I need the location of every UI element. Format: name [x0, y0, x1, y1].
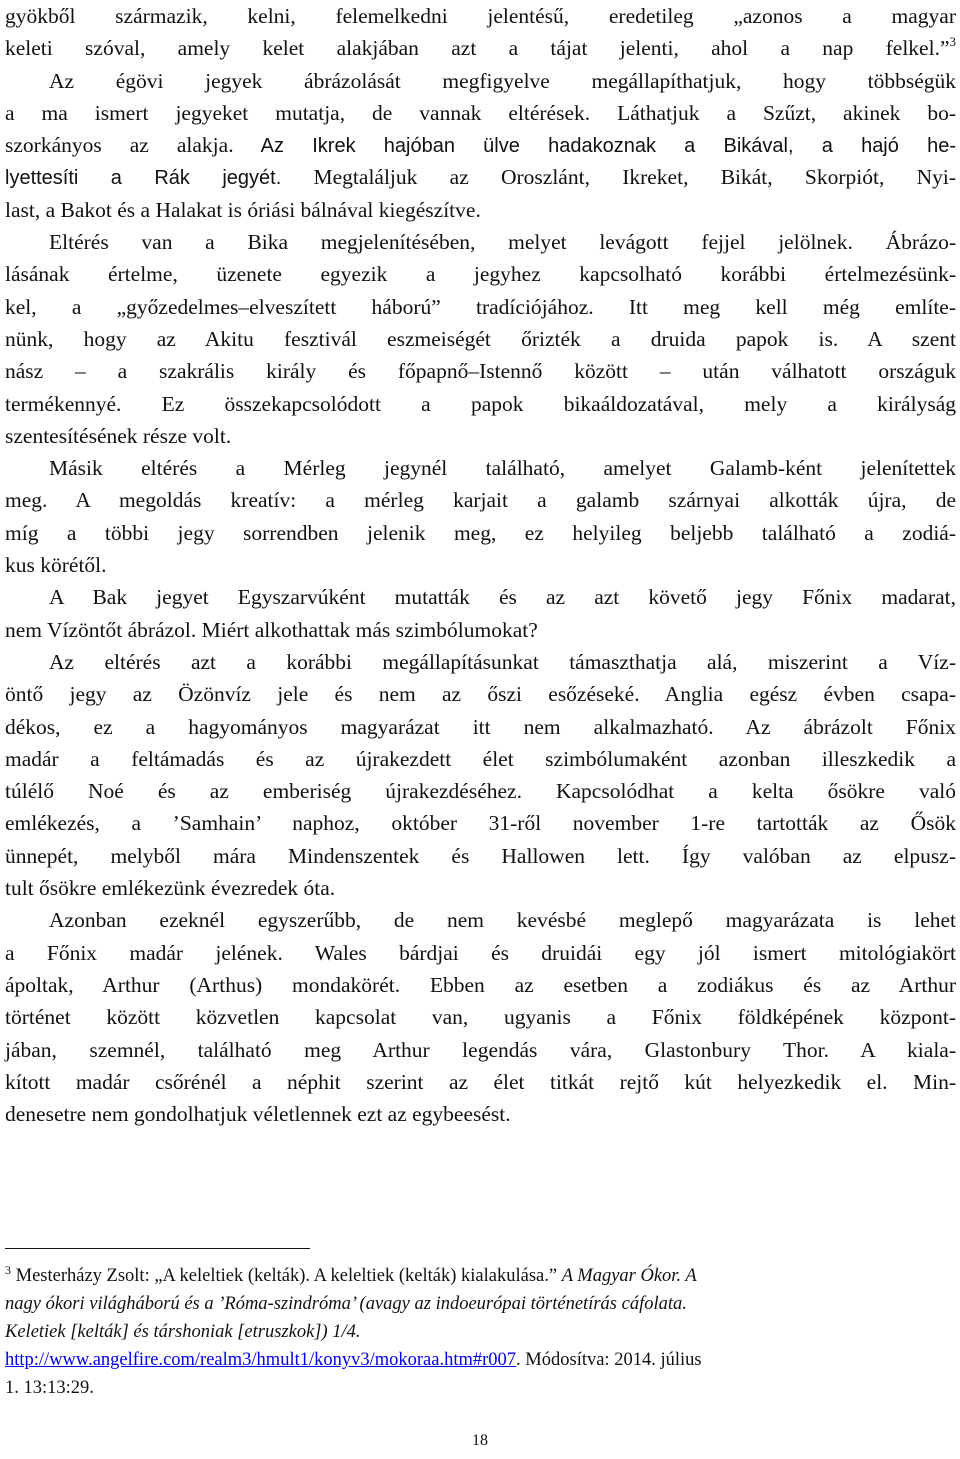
text-line: ünnepét, melyből mára Mindenszentek és Hallowen lett. Így valóban az elpusz- — [5, 843, 956, 868]
text-line: míg a többi jegy sorrendben jelenik meg, ez helyileg beljebb található a zodiá- — [5, 520, 956, 545]
footnote-line: 1. 13:13:29. — [5, 1378, 94, 1398]
footnote-line: nagy ókori világháború és a ’Róma-szindróma’ (avagy az indoeurópai történetírás cáfolata. — [5, 1294, 687, 1314]
text-line: nem Vízöntőt ábrázol. Miért alkothattak más szimbólumokat? — [5, 617, 538, 642]
text-line: jában, szemnél, található meg Arthur legendás vára, Glastonbury Thor. A kiala- — [5, 1037, 956, 1062]
text-line: denesetre nem gondolhatjuk véletlennek ezt az egybeesést. — [5, 1102, 511, 1127]
text-line: keleti szóval, amely kelet alakjában azt a tájat jelenti, ahol a nap felkel.”$^3$ — [5, 34, 956, 61]
text-line: öntő jegy az Özönvíz jele és nem az őszi esőzéseké. Anglia egész évben csapa- — [5, 682, 956, 707]
text-line: Az eltérés azt a korábbi megállapításunkat támaszthatja alá, miszerint a Víz- — [49, 649, 956, 674]
text-line: nünk, hogy az Akitu fesztivál eszmeiségét őrizték a druida papok is. A szent — [5, 326, 956, 351]
text-line: dékos, ez a hagyományos magyarázat itt nem alkalmazható. Az ábrázolt Főnix — [5, 714, 956, 739]
footnote-line: $^3$ Mesterházy Zsolt: „A keleltiek (kelták). A keleltiek (kelták) kialakulása.” A Magyar Ókor. A — [5, 1263, 697, 1286]
text-line: kel, a „győzedelmes–elveszített háború” tradíciójához. Itt meg kell még említe- — [5, 294, 956, 319]
text-line: lyettesíti a Rák jegyét. Megtaláljuk az Oroszlánt, Ikreket, Bikát, Skorpiót, Nyi- — [5, 165, 956, 190]
footnote-marker: 3 — [5, 1263, 11, 1277]
footnote — [5, 1262, 956, 1402]
text-line: termékennyé. Ez összekapcsolódott a papok bikaáldozatával, mely a királyság — [5, 391, 956, 416]
text-line: kus körétől. — [5, 553, 107, 578]
text-line: A Bak jegyet Egyszarvúként mutatták és az azt követő jegy Főnix madarat, — [49, 585, 956, 610]
text-line: gyökből származik, kelni, felemelkedni jelentésű, eredetileg „azonos a magyar — [5, 4, 956, 28]
text-line: Eltérés van a Bika megjelenítésében, melyet levágott fejjel jelölnek. Ábrázo- — [49, 230, 956, 255]
text-line: történet között közvetlen kapcsolat van, ugyanis a Főnix földképének központ- — [5, 1005, 956, 1030]
text-line: nász – a szakrális király és főpapnő–Istennő között – után válhatott országuk — [5, 359, 956, 384]
text-line: kított madár csőrénél a néphit szerint az élet titkát rejtő kút helyezkedik el. Min- — [5, 1069, 956, 1094]
text-line: ápoltak, Arthur (Arthus) mondakörét. Ebben az esetben a zodiákus és az Arthur — [5, 972, 956, 997]
text-line: a ma ismert jegyeket mutatja, de vannak eltérések. Láthatjuk a Szűzt, akinek bo- — [5, 100, 956, 125]
text-line: Másik eltérés a Mérleg jegynél található, amelyet Galamb-ként jelenítettek — [49, 456, 956, 481]
text-line: Az égövi jegyek ábrázolását megfigyelve megállapíthatjuk, hogy többségük — [49, 68, 956, 93]
text-line: madár a feltámadás és az újrakezdett élet szimbólumaként azonban illeszkedik a — [5, 746, 956, 771]
footnote-link[interactable]: http://www.angelfire.com/realm3/hmult1/konyv3/mokoraa.htm#r007 — [5, 1350, 517, 1370]
footnote-reference[interactable]: 3 — [949, 34, 956, 50]
text-line: tult ősökre emlékezünk évezredek óta. — [5, 876, 336, 901]
footnote-line: Keletiek [kelták] és társhoniak [etruszkok]) 1/4. — [5, 1322, 361, 1342]
footnote-line: http://www.angelfire.com/realm3/hmult1/konyv3/mokoraa.htm#r007. Módosítva: 2014. július — [5, 1350, 702, 1370]
text-line: Azonban ezeknél egyszerűbb, de nem kevésbé meglepő magyarázata is lehet — [49, 908, 956, 933]
text-line: lásának értelme, üzenete egyezik a jegyhez kapcsolható korábbi értelmezésünk- — [5, 262, 956, 287]
text-line: szentesítésének része volt. — [5, 423, 232, 448]
page-number: 18 — [472, 1432, 488, 1449]
footnote-separator — [5, 1248, 310, 1249]
text-line: szorkányos az alakja. Az Ikrek hajóban ülve hadakoznak a Bikával, a hajó he- — [5, 133, 956, 158]
text-line: emlékezés, a ’Samhain’ naphoz, október 31-ről november 1-re tartották az Ősök — [5, 811, 956, 836]
text-line: last, a Bakot és a Halakat is óriási bálnával kiegészítve. — [5, 197, 481, 222]
text-line: meg. A megoldás kreatív: a mérleg karjait a galamb szárnyai alkották újra, de — [5, 488, 956, 513]
text-line: túlélő Noé és az emberiség újrakezdéséhez. Kapcsolódhat a kelta ősökre való — [5, 779, 956, 804]
text-line: a Főnix madár jelének. Wales bárdjai és druidái egy jól ismert mitológiakört — [5, 940, 956, 965]
body-text — [5, 0, 956, 1130]
